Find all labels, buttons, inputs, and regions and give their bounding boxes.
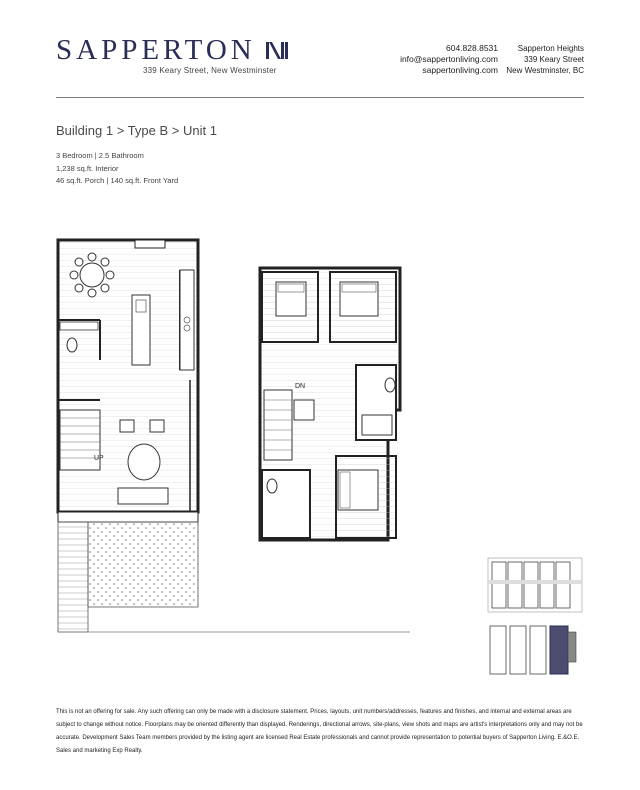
spec-outdoor: 46 sq.ft. Porch | 140 sq.ft. Front Yard — [56, 176, 179, 185]
site-keymap-upper — [478, 552, 588, 620]
logo-mark-icon — [265, 40, 289, 61]
upper-floor — [260, 268, 400, 540]
website-link[interactable]: sappertonliving.com — [422, 65, 498, 75]
spec-interior: 1,238 sq.ft. Interior — [56, 163, 119, 173]
floor-plan — [40, 230, 420, 640]
brand-logo: SAPPERTON — [56, 34, 256, 66]
office-name: Sapperton Heights — [517, 44, 584, 53]
highlighted-unit — [550, 626, 568, 674]
office-city: New Westminster, BC — [506, 66, 584, 75]
spec-rooms: 3 Bedroom | 2.5 Bathroom — [56, 151, 144, 160]
sales-office-address — [506, 43, 584, 76]
office-street: 339 Keary Street — [523, 55, 584, 64]
unit-title: Building 1 > Type B > Unit 1 — [56, 123, 217, 138]
legal-disclaimer: This is not an offering for sale. Any such offering can only be made with a disclosure statement. Prices, layouts, unit numbers/addresses, features and finishes, and internal and external areas are subject to change without notice. Floorplans may be oriented differently than displayed. Renderings, directional arrows, site-plans, view shots and maps are artist's interpretations only and may not be accurate. Development Sales Team members provided by the listing agent are licensed Real Estate professionals and cannot provide representation to potential buyers of Sapperton Living. E.&O.E. Sales and marketing Exp Realty. — [56, 709, 583, 754]
phone-number[interactable]: 604.828.8531 — [446, 43, 498, 53]
stairs-down-label: DN — [295, 383, 306, 390]
contact-block — [400, 43, 498, 76]
stairs-up-label: UP — [94, 455, 104, 462]
site-keymap-lower — [478, 622, 588, 682]
unit-specs — [56, 150, 178, 188]
email-link[interactable]: info@sappertonliving.com — [400, 54, 498, 64]
header-divider — [56, 97, 584, 98]
project-address: 339 Keary Street, New Westminster — [143, 66, 277, 75]
